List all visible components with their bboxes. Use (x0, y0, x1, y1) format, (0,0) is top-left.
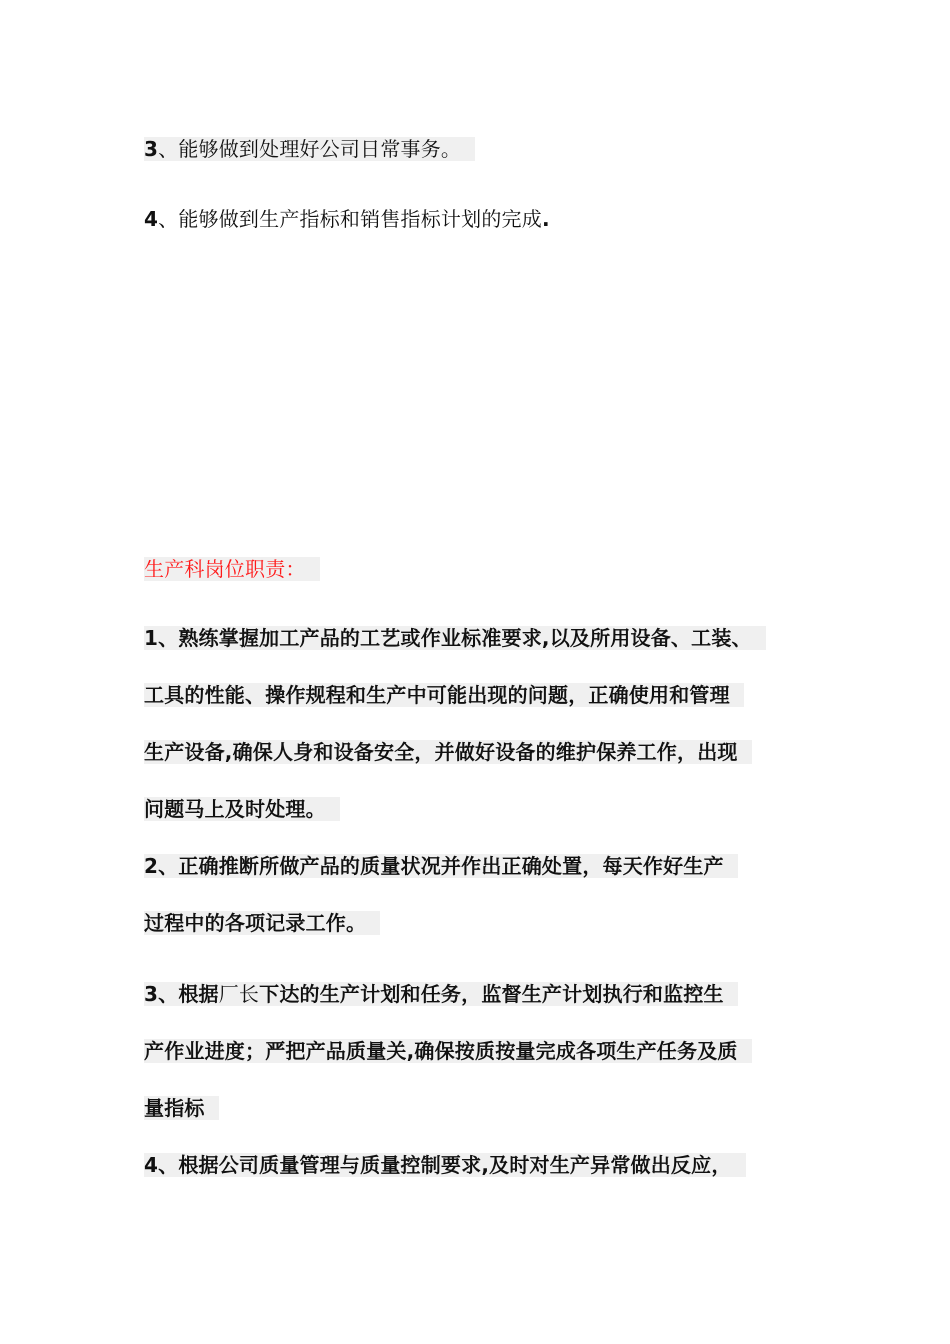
item-number: 3 (144, 137, 159, 161)
duty-3-line-3: 量指标 (144, 1095, 219, 1121)
section-heading-text: 生产科岗位职责： (144, 557, 320, 581)
duty-1-line-4: 问题马上及时处理。 (144, 796, 340, 822)
duty-4-line-1: 4、根据公司质量管理与质量控制要求,及时对生产异常做出反应， (144, 1152, 746, 1178)
duty-1-line-2: 工具的性能、操作规程和生产中可能出现的问题，正确使用和管理 (144, 682, 744, 708)
duty-item-3-top (144, 136, 475, 162)
duty-3-line-1: 3、根据厂长下达的生产计划和任务，监督生产计划执行和监控生 (144, 981, 738, 1007)
duty-2-line-1: 2、正确推断所做产品的质量状况并作出正确处置，每天作好生产 (144, 853, 738, 879)
duty-1-line-1: 1、熟练掌握加工产品的工艺或作业标准要求,以及所用设备、工装、 (144, 625, 766, 651)
section-heading (144, 556, 320, 582)
item-number: 4 (144, 207, 159, 231)
duty-3-line-2: 产作业进度；严把产品质量关,确保按质按量完成各项生产任务及质 (144, 1038, 752, 1064)
item-end-punct: . (541, 207, 550, 231)
item-text: 、能够做到生产指标和销售指标计划的完成 (158, 207, 542, 231)
duty-1-line-3: 生产设备,确保人身和设备安全，并做好设备的维护保养工作，出现 (144, 739, 752, 765)
item-text: 、能够做到处理好公司日常事务。 (158, 137, 462, 161)
duty-2-line-2: 过程中的各项记录工作。 (144, 910, 380, 936)
duty-item-4-top (144, 206, 550, 232)
